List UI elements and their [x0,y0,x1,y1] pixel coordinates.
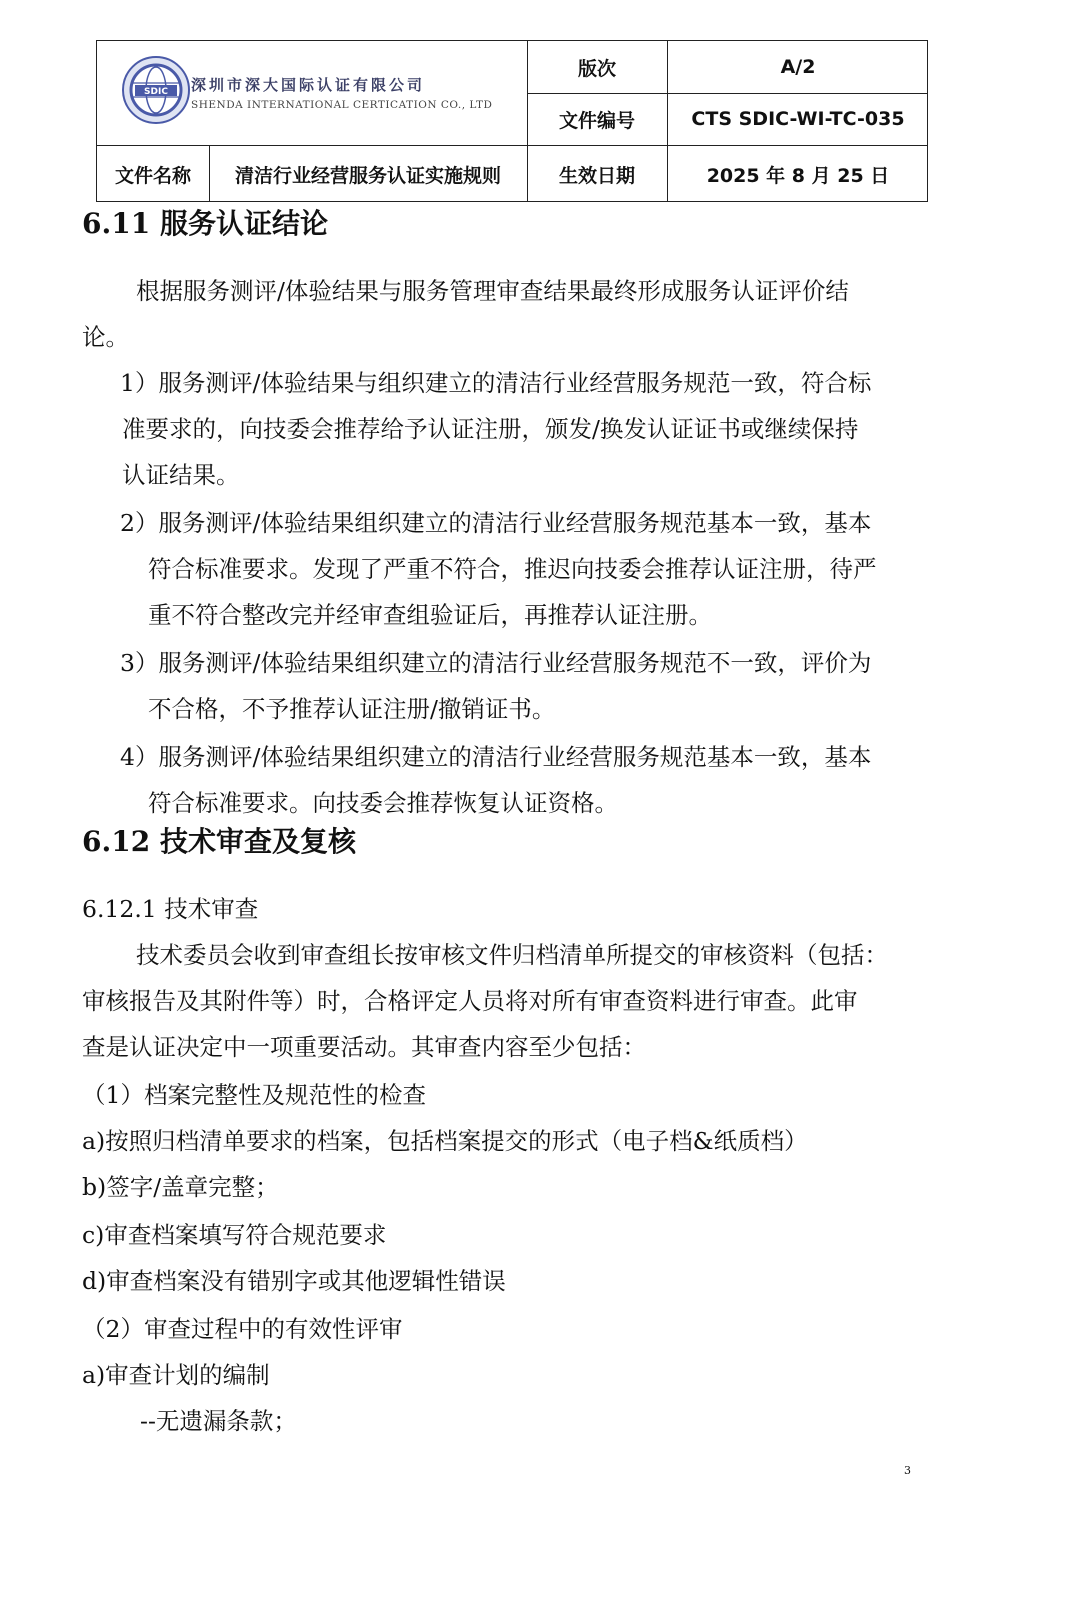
logo-text: SDIC [144,87,168,97]
doc-name-label: 文件名称 [114,164,191,187]
list-item-line: （1）档案完整性及规范性的检查 [82,1081,426,1109]
subsection-title: 6.12.1 技术审查 [82,895,259,923]
list-item-line: 认证结果。 [122,461,240,489]
list-item-line: 符合标准要求。向技委会推荐恢复认证资格。 [148,789,618,817]
document-header-table [96,40,928,202]
list-item-line: （2）审查过程中的有效性评审 [82,1315,403,1343]
list-item-line: 准要求的，向技委会推荐给予认证注册，颁发/换发认证证书或继续保持 [122,415,859,443]
list-item-line: 不合格，不予推荐认证注册/撤销证书。 [148,695,556,723]
list-item-line: 2）服务测评/体验结果组织建立的清洁行业经营服务规范基本一致，基本 [120,509,872,537]
list-item-line: 4）服务测评/体验结果组织建立的清洁行业经营服务规范基本一致，基本 [120,743,872,771]
list-item-line: a)审查计划的编制 [82,1361,270,1389]
list-item-line: d)审查档案没有错别字或其他逻辑性错误 [82,1267,506,1295]
section-title-6-11: 6.11 服务认证结论 [82,207,328,240]
list-item-line: --无遗漏条款； [140,1407,297,1435]
paragraph-line: 根据服务测评/体验结果与服务管理审查结果最终形成服务认证评价结 [136,277,849,305]
list-item-line: 1）服务测评/体验结果与组织建立的清洁行业经营服务规范一致，符合标 [120,369,872,397]
doc-name-value: 清洁行业经营服务认证实施规则 [234,164,501,187]
paragraph-line: 审核报告及其附件等）时，合格评定人员将对所有审查资料进行审查。此审 [82,987,858,1015]
paragraph-line: 论。 [82,323,129,351]
list-item-line: 符合标准要求。发现了严重不符合，推迟向技委会推荐认证注册，待严 [148,555,877,583]
effective-date-label: 生效日期 [558,164,635,187]
list-item-line: 重不符合整改完并经审查组验证后，再推荐认证注册。 [148,601,712,629]
section-title-6-12: 6.12 技术审查及复核 [82,825,356,858]
version-value: A/2 [780,56,816,78]
doc-no-value: CTS SDIC-WI-TC-035 [691,108,905,130]
paragraph-line: 查是认证决定中一项重要活动。其审查内容至少包括： [82,1033,646,1061]
list-item-line: c)审查档案填写符合规范要求 [82,1221,387,1249]
version-label: 版次 [577,57,616,80]
page-number: 3 [904,1464,911,1477]
company-logo-icon [121,55,191,125]
doc-no-label: 文件编号 [558,109,635,132]
company-name-en: SHENDA INTERNATIONAL CERTICATION CO., LTD [191,99,493,111]
list-item-line: b)签字/盖章完整； [82,1173,279,1201]
company-name-cn: 深圳市深大国际认证有限公司 [191,76,426,94]
effective-date-value: 2025 年 8 月 25 日 [706,164,890,187]
list-item-line: 3）服务测评/体验结果组织建立的清洁行业经营服务规范不一致，评价为 [120,649,872,677]
list-item-line: a)按照归档清单要求的档案，包括档案提交的形式（电子档&纸质档） [82,1127,808,1155]
paragraph-line: 技术委员会收到审查组长按审核文件归档清单所提交的审核资料（包括： [136,941,888,969]
